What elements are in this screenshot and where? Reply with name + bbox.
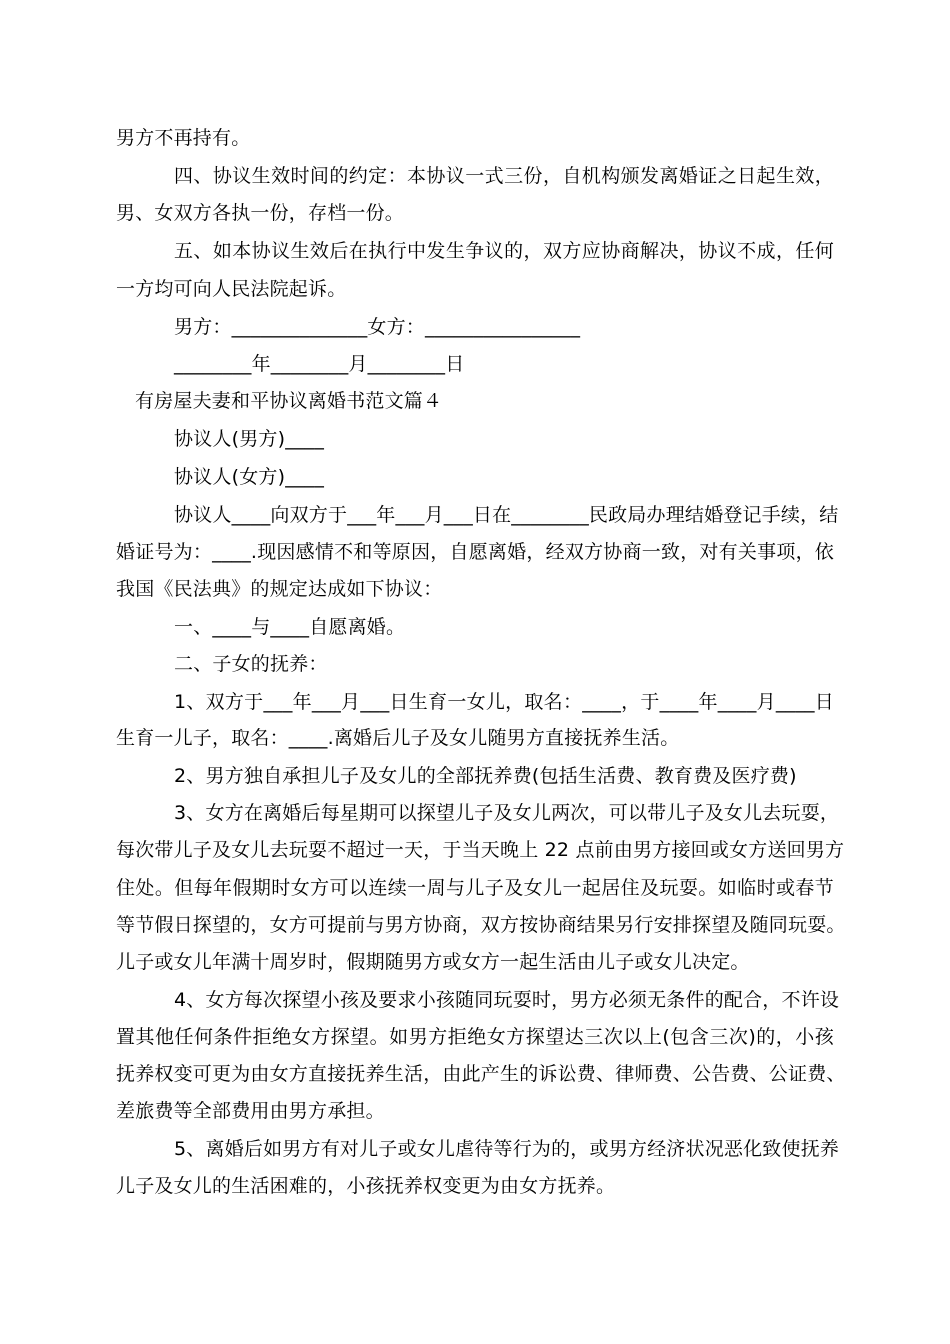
text-line: 2、男方独自承担儿子及女儿的全部抚养费(包括生活费、教育费及医疗费)	[174, 765, 797, 787]
text-line: 我国《民法典》的规定达成如下协议：	[116, 578, 443, 600]
section-title: 有房屋夫妻和平协议离婚书范文篇４	[135, 390, 443, 412]
text-line: 住处。但每年假期时女方可以连续一周与儿子及女儿一起居住及玩耍。如临时或春节	[116, 877, 834, 899]
text-line: 3、女方在离婚后每星期可以探望儿子及女儿两次，可以带儿子及女儿去玩耍，	[174, 802, 840, 824]
text-line: 儿子或女儿年满十周岁时，假期随男方或女方一起生活由儿子或女儿决定。	[116, 951, 750, 973]
text-line: 男、女双方各执一份，存档一份。	[116, 202, 405, 224]
text-line: 一方均可向人民法院起诉。	[116, 278, 347, 300]
text-line: 生育一儿子，取名：____.离婚后儿子及女儿随男方直接抚养生活。	[116, 727, 680, 749]
text-line: 每次带儿子及女儿去玩耍不超过一天，于当天晚上 22 点前由男方接回或女方送回男方	[116, 839, 845, 861]
text-line: 抚养权变可更为由女方直接抚养生活，由此产生的诉讼费、律师费、公告费、公证费、	[116, 1063, 846, 1085]
party-line: 协议人(女方)____	[174, 466, 325, 488]
text-line: 差旅费等全部费用由男方承担。	[116, 1100, 385, 1122]
party-line: 协议人(男方)____	[174, 428, 325, 450]
text-line: 等节假日探望的，女方可提前与男方协商，双方按协商结果另行安排探望及随同玩耍。	[116, 914, 846, 936]
text-line: 四、协议生效时间的约定：本协议一式三份，自机构颁发离婚证之日起生效，	[174, 165, 834, 187]
text-line: 儿子及女儿的生活困难的，小孩抚养权变更为由女方抚养。	[116, 1175, 616, 1197]
text-line: 协议人____向双方于___年___月___日在________民政局办理结婚登记手续，结	[174, 504, 839, 526]
text-line: 置其他任何条件拒绝女方探望。如男方拒绝女方探望达三次以上(包含三次)的，小孩	[116, 1026, 834, 1048]
text-line: 婚证号为：____.现因感情不和等原因，自愿离婚，经双方协商一致，对有关事项，依	[116, 541, 834, 563]
text-line: 二、子女的抚养：	[174, 653, 328, 675]
text-line: 五、如本协议生效后在执行中发生争议的，双方应协商解决，协议不成，任何	[174, 240, 834, 262]
text-line: 男方不再持有。	[116, 127, 251, 149]
signature-line: 男方：______________女方：________________	[174, 316, 581, 338]
text-line: 4、女方每次探望小孩及要求小孩随同玩耍时，男方必须无条件的配合，不许设	[174, 989, 840, 1011]
text-line: 5、离婚后如男方有对儿子或女儿虐待等行为的，或男方经济状况恶化致使抚养	[174, 1138, 840, 1160]
text-line: 1、双方于___年___月___日生育一女儿，取名：____，于____年____月____日	[174, 691, 834, 713]
date-line: ________年________月________日	[174, 353, 465, 375]
text-line: 一、____与____自愿离婚。	[174, 616, 406, 638]
